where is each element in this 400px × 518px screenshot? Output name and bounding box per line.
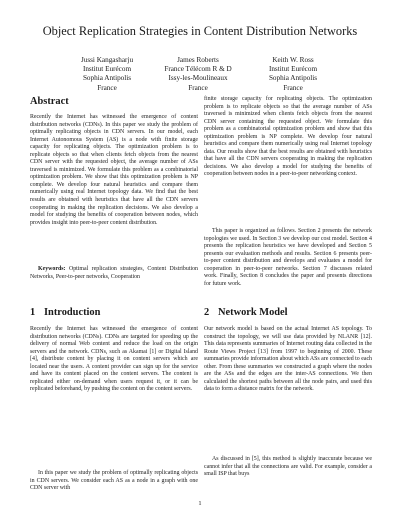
section-1-paragraph-1: Recently the Internet has witnessed the emergence of content distribution networks (CDNs). CDNs are targeted for speeding up the delivery of normal Web content and reduce the load on the origin servers and the network. CDNs, such as Akamai [1] or Digital Island [4], distribute content by placing it on content servers which are located near the users. A content provider can sign up for the service and have its content placed on the content servers. The content is replicated either on-demand when users request it, or it can be replicated beforehand, by pushing the content on the content servers. bbox=[30, 326, 198, 393]
abstract-text: Recently the Internet has witnessed the emergence of content distribution networks (CDNs). In this paper we study the problem of optimally replicating objects in CDN servers. In our model, each Internet Autonomous System (AS) is a node with finite storage capacity for replicating objects. The optimization problem is to replicate objects so that when clients fetch objects from the nearest CDN server with the requested object, the average number of ASs traversed is minimized. We formulate this problem as a combinatorial optimization problem. We show that this optimization problem is NP complete. We develop four natural heuristics and compare them numerically using real Internet topology data. We find that the best results are obtained with heuristics that have all the CDN servers cooperating in making the replication decisions. We also develop a model for studying the benefits of cooperation between nodes, which provides insight into peer-to-peer content distribution. bbox=[30, 114, 198, 226]
author-affiliation: Institut Eurécom bbox=[268, 65, 318, 74]
section-2-paragraph-1: Our network model is based on the actual Internet AS topology. To construct the topology, we will use data provided by NLANR [12]. This data represents summaries of Internet routing data collected in the Route Views Project [13] from 1997 to beginning of 2000. These summaries provide information about which ASs are connected to each other. From these summaries we constructed a graph where the nodes are the ASs and the edges are the inter-AS connections. We then calculated the shortest paths between all the node pairs, and used this data to form a distance matrix for the network. bbox=[204, 326, 372, 393]
paper-title: Object Replication Strategies in Content Distribution Networks bbox=[42, 24, 358, 38]
author-2 bbox=[143, 56, 253, 93]
author-affiliation: France Télécom R & D bbox=[164, 65, 232, 74]
section-number: 2 bbox=[204, 307, 210, 318]
section-1-paragraph-2: In this paper we study the problem of optimally replicating objects in CDN servers. We consider each AS as a node in a graph with one CDN server with bbox=[30, 470, 198, 492]
keywords-label: Keywords: bbox=[38, 266, 66, 272]
section-2-paragraph-2: As discussed in [5], this method is slightly inaccurate because we cannot infer that all the connections are valid. For example, consider a small ISP that buys bbox=[204, 456, 372, 478]
author-city: Sophia Antipolis bbox=[268, 74, 318, 83]
section-2-heading bbox=[204, 307, 288, 319]
author-country: France bbox=[97, 83, 117, 92]
section-number: 1 bbox=[30, 307, 36, 318]
organization-paragraph: This paper is organized as follows. Section 2 presents the network topologies we used. In Section 3 we develop our cost model. Section 4 presents the replication heuristics we have developed and Section 5 presents our evaluation methods and results. Section 6 presents peer-to-peer content distribution and develops and evaluates a model for cooperation in peer-to-peer networks. Section 7 discusses related work. Finally, Section 8 concludes the paper and presents directions for future work. bbox=[204, 228, 372, 287]
keywords bbox=[30, 266, 198, 281]
author-city: Issy-les-Moulineaux bbox=[168, 74, 228, 83]
author-3 bbox=[238, 56, 348, 93]
author-name: James Roberts bbox=[177, 56, 219, 64]
author-country: France bbox=[188, 83, 208, 92]
author-affiliation: Institut Eurécom bbox=[82, 65, 132, 74]
section-title: Network Model bbox=[218, 307, 288, 318]
keywords-text: Optimal replication strategies, Content Distribution Networks, Peer-to-peer networks, Cooperation bbox=[30, 266, 198, 280]
intro-continued-paragraph: finite storage capacity for replicating objects. The optimization problem is to replicate objects so that the average number of ASs traversed is minimized when clients fetch objects from the nearest CDN server containing the requested object. We formulate this problem as a combinatorial optimization problem and show that this optimization problem is NP complete. We develop four natural heuristics and compare them numerically using real Internet topology data. Our results show that the best results are obtained with heuristics that have all the CDN servers cooperating in making the replication decisions. We also develop a model for studying the benefits of cooperation between nodes in a peer-to-peer networking context. bbox=[204, 96, 372, 178]
author-name: Keith W. Ross bbox=[272, 56, 314, 64]
section-title: Introduction bbox=[44, 307, 101, 318]
abstract-heading: Abstract bbox=[30, 96, 69, 107]
section-1-heading bbox=[30, 307, 100, 319]
author-city: Sophia Antipolis bbox=[82, 74, 132, 83]
author-name: Jussi Kangasharju bbox=[80, 56, 134, 64]
page-number: 1 bbox=[198, 500, 202, 507]
author-block bbox=[0, 56, 400, 96]
author-country: France bbox=[283, 83, 303, 92]
